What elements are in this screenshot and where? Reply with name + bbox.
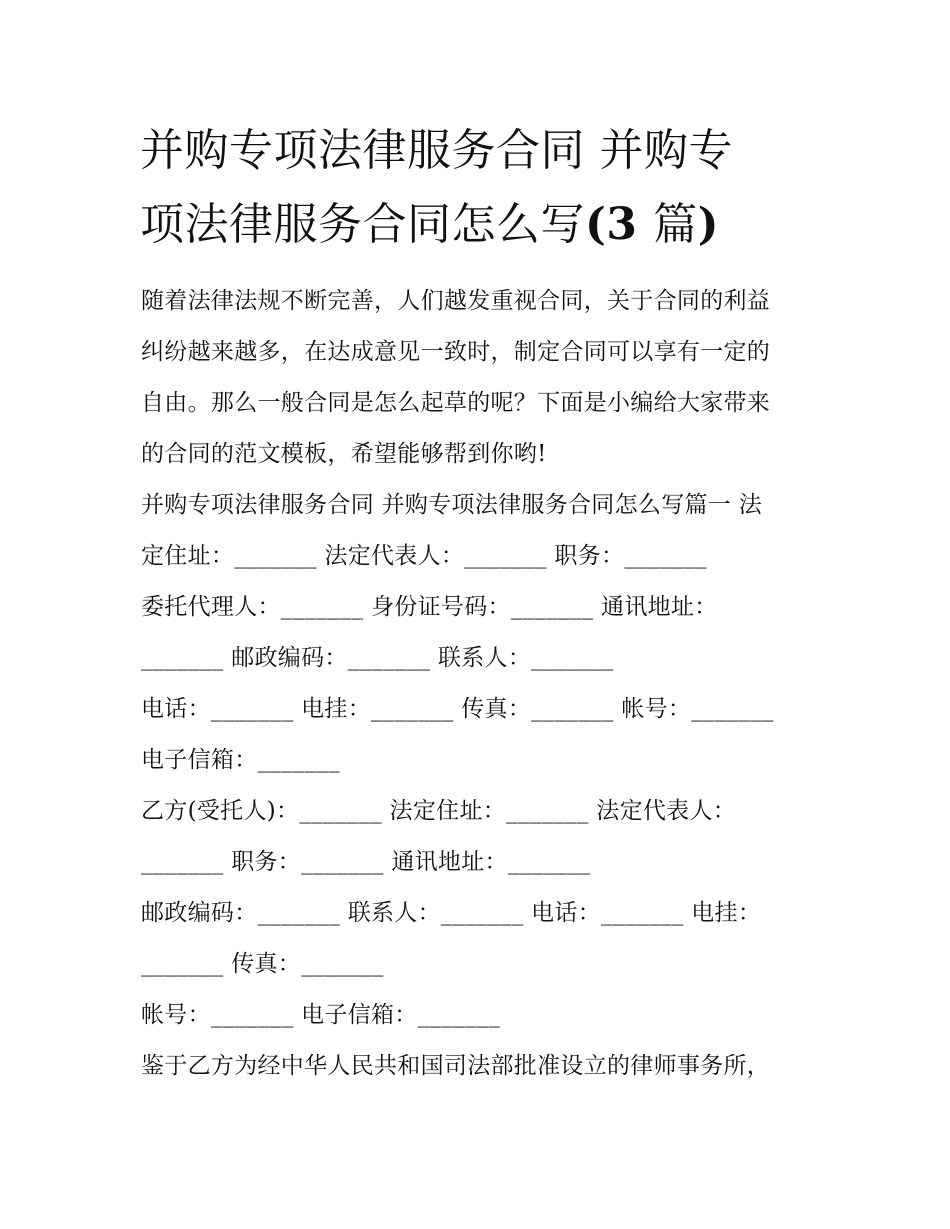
body-line: 帐号：_______ 电子信箱：_______	[141, 1002, 501, 1028]
title-part-5: )	[697, 199, 720, 250]
document-body	[141, 276, 831, 1092]
body-line: 的合同的范文模板，希望能够帮到你哟!	[141, 441, 547, 467]
body-line: _______ 职务：_______ 通讯地址：_______	[141, 849, 591, 875]
body-line: 邮政编码：_______ 联系人：_______ 电话：_______ 电挂：	[141, 900, 762, 926]
title-part-1: 并购专项法律服务合同 并购专	[140, 125, 733, 176]
title-part-3: (3	[585, 199, 654, 250]
document-title	[140, 114, 820, 262]
body-line: 定住址：_______ 法定代表人：_______ 职务：_______	[141, 543, 707, 569]
body-line: 纠纷越来越多，在达成意见一致时，制定合同可以享有一定的	[141, 339, 771, 365]
body-line: 自由。那么一般合同是怎么起草的呢？下面是小编给大家带来	[141, 390, 771, 416]
body-line: _______ 传真：_______	[141, 951, 384, 977]
title-part-2: 项法律服务合同怎么写	[140, 199, 585, 250]
title-part-4: 篇	[653, 199, 698, 250]
body-line: 并购专项法律服务合同 并购专项法律服务合同怎么写篇一 法	[141, 492, 763, 518]
body-line: 电子信箱：_______	[141, 747, 341, 773]
body-line: 乙方(受托人)：_______ 法定住址：_______ 法定代表人：	[141, 798, 737, 824]
body-line: 委托代理人：_______ 身份证号码：_______ 通讯地址：	[141, 594, 718, 620]
body-line: 电话：_______ 电挂：_______ 传真：_______ 帐号：_______	[141, 696, 774, 722]
body-line: 鉴于乙方为经中华人民共和国司法部批准设立的律师事务所，	[141, 1053, 771, 1079]
body-line: 随着法律法规不断完善，人们越发重视合同，关于合同的利益	[141, 288, 771, 314]
body-line: _______ 邮政编码：_______ 联系人：_______	[141, 645, 614, 671]
